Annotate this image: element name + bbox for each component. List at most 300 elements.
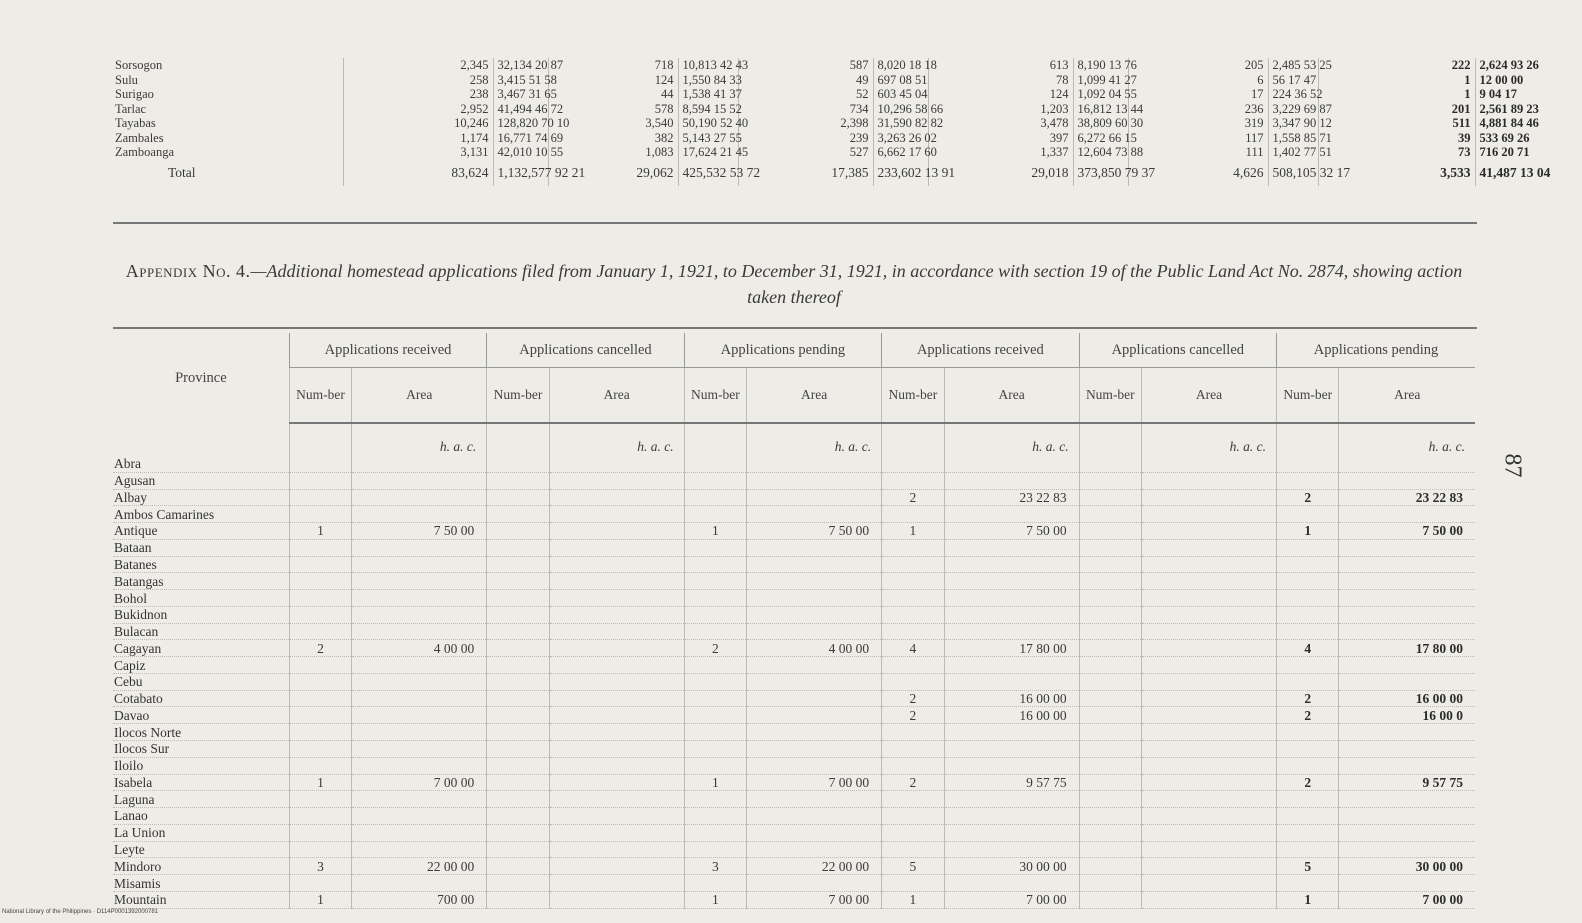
- appendix-label: Appendix No. 4.: [125, 261, 251, 281]
- area-cell: [1339, 673, 1475, 690]
- section-divider: [113, 222, 1477, 224]
- table-row: [113, 657, 1475, 674]
- area-cell: [352, 791, 487, 808]
- number-cell: [882, 724, 944, 741]
- area-cell: [352, 657, 487, 674]
- area-cell: [1142, 690, 1277, 707]
- area-units: h. a. c.: [944, 423, 1079, 456]
- table-row: [113, 472, 1475, 489]
- value-cell: 3,415 51 58: [493, 73, 548, 88]
- area-cell: [352, 506, 487, 523]
- number-cell: [1277, 757, 1339, 774]
- table-row: [113, 841, 1475, 858]
- area-header: Area: [944, 368, 1079, 424]
- area-cell: [549, 539, 684, 556]
- total-row: Total 83,624 1,132,577 92 21 29,062 425,532 53 72 17,385 233,602 13 91 29,018 373,850 79 37 4,626 508,105 32 17 3,533 41,487 13 04: [113, 160, 1475, 187]
- number-cell: [487, 707, 549, 724]
- area-cell: [352, 707, 487, 724]
- area-cell: [747, 808, 882, 825]
- number-cell: [1277, 606, 1339, 623]
- value-cell: 73: [1318, 145, 1475, 160]
- leader-cell: [278, 131, 343, 146]
- number-cell: [684, 875, 746, 892]
- area-cell: [944, 724, 1079, 741]
- table-row: [113, 808, 1475, 825]
- province-cell: Batangas: [113, 573, 289, 590]
- area-cell: 700 00: [352, 891, 487, 908]
- area-cell: [1142, 573, 1277, 590]
- number-cell: [882, 875, 944, 892]
- province-cell: Davao: [113, 707, 289, 724]
- group-header: Applications pending: [1277, 333, 1475, 368]
- area-cell: [549, 858, 684, 875]
- value-cell: 224 36 52: [1268, 87, 1318, 102]
- province-cell: Antique: [113, 523, 289, 540]
- area-cell: [944, 539, 1079, 556]
- value-cell: 128,820 70 10: [493, 116, 548, 131]
- area-cell: [747, 489, 882, 506]
- number-cell: [684, 489, 746, 506]
- number-cell: [684, 757, 746, 774]
- area-cell: [352, 556, 487, 573]
- number-cell: 4: [882, 640, 944, 657]
- area-cell: [1339, 556, 1475, 573]
- number-cell: [487, 539, 549, 556]
- number-cell: [1277, 623, 1339, 640]
- value-cell: 6: [1128, 73, 1268, 88]
- area-cell: [944, 808, 1079, 825]
- area-cell: 7 50 00: [944, 523, 1079, 540]
- area-cell: 4 00 00: [747, 640, 882, 657]
- area-cell: [747, 657, 882, 674]
- number-cell: [1079, 875, 1141, 892]
- number-cell: [1277, 791, 1339, 808]
- value-cell: 124: [548, 73, 678, 88]
- value-cell: 1,099 41 27: [1073, 73, 1128, 88]
- number-cell: [882, 824, 944, 841]
- number-cell: [487, 690, 549, 707]
- area-cell: 22 00 00: [747, 858, 882, 875]
- area-cell: [549, 489, 684, 506]
- value-cell: 201: [1318, 102, 1475, 117]
- table-row: [113, 556, 1475, 573]
- number-cell: [487, 724, 549, 741]
- value-cell: 2,485 53 25: [1268, 58, 1318, 73]
- value-cell: 31,590 82 82: [873, 116, 928, 131]
- area-cell: [549, 556, 684, 573]
- area-cell: [747, 841, 882, 858]
- area-cell: [549, 456, 684, 472]
- number-cell: [289, 590, 351, 607]
- area-cell: [944, 472, 1079, 489]
- area-cell: [747, 741, 882, 758]
- table-row: [113, 858, 1475, 875]
- value-cell: 205: [1128, 58, 1268, 73]
- number-cell: [1079, 724, 1141, 741]
- area-cell: [944, 506, 1079, 523]
- value-cell: 78: [928, 73, 1073, 88]
- area-cell: [1339, 741, 1475, 758]
- area-header: Area: [549, 368, 684, 424]
- area-cell: [352, 456, 487, 472]
- number-cell: [1079, 741, 1141, 758]
- number-cell: [289, 707, 351, 724]
- province-cell: Agusan: [113, 472, 289, 489]
- value-cell: 117: [1128, 131, 1268, 146]
- table-row: [113, 573, 1475, 590]
- value-cell: 12,604 73 88: [1073, 145, 1128, 160]
- area-cell: [1142, 590, 1277, 607]
- area-cell: [1339, 657, 1475, 674]
- table-row: [113, 673, 1475, 690]
- number-cell: [882, 841, 944, 858]
- homestead-applications-table: [113, 333, 1475, 909]
- area-cell: [549, 757, 684, 774]
- number-cell: [487, 573, 549, 590]
- area-cell: [1339, 573, 1475, 590]
- area-cell: [549, 741, 684, 758]
- number-header: Num-ber: [289, 368, 351, 424]
- number-cell: [487, 556, 549, 573]
- number-cell: 2: [882, 690, 944, 707]
- value-cell: 44: [548, 87, 678, 102]
- area-cell: [944, 673, 1079, 690]
- number-cell: [684, 556, 746, 573]
- area-cell: [1142, 456, 1277, 472]
- number-cell: [487, 657, 549, 674]
- province-cell: Isabela: [113, 774, 289, 791]
- number-cell: [882, 791, 944, 808]
- area-cell: [1339, 623, 1475, 640]
- value-cell: 1,083: [548, 145, 678, 160]
- province-cell: Zambales: [115, 130, 164, 145]
- value-cell: 8,020 18 18: [873, 58, 928, 73]
- leader-cell: [278, 102, 343, 117]
- area-units: h. a. c.: [747, 423, 882, 456]
- area-cell: [1142, 640, 1277, 657]
- number-cell: [1079, 489, 1141, 506]
- table-row: [113, 506, 1475, 523]
- number-cell: [882, 573, 944, 590]
- number-cell: [684, 673, 746, 690]
- total-label: Total: [168, 164, 196, 180]
- area-cell: [549, 774, 684, 791]
- appendix-title: [113, 258, 1475, 310]
- number-cell: [487, 623, 549, 640]
- table-row: [113, 456, 1475, 472]
- area-cell: [747, 590, 882, 607]
- area-cell: [747, 456, 882, 472]
- area-cell: [549, 891, 684, 908]
- province-cell: Batanes: [113, 556, 289, 573]
- area-cell: [549, 841, 684, 858]
- number-cell: [882, 623, 944, 640]
- total-value-cell: 1,132,577 92 21: [493, 160, 548, 187]
- value-cell: 8,190 13 76: [1073, 58, 1128, 73]
- number-cell: [289, 489, 351, 506]
- area-cell: [549, 590, 684, 607]
- number-header: Num-ber: [487, 368, 549, 424]
- value-cell: 39: [1318, 131, 1475, 146]
- number-cell: [289, 472, 351, 489]
- area-cell: [1339, 472, 1475, 489]
- number-cell: [1277, 841, 1339, 858]
- units-row: [113, 423, 1475, 456]
- summary-row: Zamboanga 3,131 42,010 10 55 1,083 17,624 21 45 527 6,662 17 60 1,337 12,604 73 88 111 1,402 77 51 73 716 20 71: [115, 145, 1530, 159]
- value-cell: 111: [1128, 145, 1268, 160]
- number-cell: 1: [289, 523, 351, 540]
- area-cell: [747, 606, 882, 623]
- area-cell: 17 80 00: [944, 640, 1079, 657]
- leader-cell: [278, 73, 343, 88]
- table-row: [113, 824, 1475, 841]
- area-cell: [944, 606, 1079, 623]
- number-cell: 3: [684, 858, 746, 875]
- area-cell: [549, 506, 684, 523]
- area-cell: [944, 875, 1079, 892]
- value-cell: 1,203: [928, 102, 1073, 117]
- number-cell: [289, 556, 351, 573]
- number-cell: [1277, 573, 1339, 590]
- province-cell: Mindoro: [113, 858, 289, 875]
- area-cell: [549, 808, 684, 825]
- number-cell: [1079, 891, 1141, 908]
- summary-table-section: [113, 58, 1551, 186]
- value-cell: 124: [928, 87, 1073, 102]
- number-cell: [1079, 556, 1141, 573]
- area-cell: [1142, 741, 1277, 758]
- number-cell: [487, 489, 549, 506]
- number-cell: [1079, 690, 1141, 707]
- value-cell: 587: [738, 58, 873, 73]
- value-cell: 16,771 74 69: [493, 131, 548, 146]
- summary-row: Sulu 258 3,415 51 58 124 1,550 84 33 49 697 08 51 78 1,099 41 27 6 56 17 47 1 12 00 00: [115, 72, 1524, 87]
- number-cell: [1079, 472, 1141, 489]
- value-cell: 41,494 46 72: [493, 102, 548, 117]
- number-cell: [289, 875, 351, 892]
- value-cell: 3,347 90 12: [1268, 116, 1318, 131]
- value-cell: 56 17 47: [1268, 73, 1318, 88]
- number-cell: 1: [882, 523, 944, 540]
- area-cell: [747, 875, 882, 892]
- area-cell: [549, 640, 684, 657]
- area-cell: [747, 824, 882, 841]
- number-cell: [1277, 472, 1339, 489]
- number-cell: [882, 506, 944, 523]
- value-cell: 238: [343, 87, 493, 102]
- number-cell: [289, 724, 351, 741]
- province-cell: Bulacan: [113, 623, 289, 640]
- number-cell: [684, 573, 746, 590]
- page-number: 87: [1499, 453, 1526, 478]
- number-cell: [1277, 741, 1339, 758]
- units-spacer: [684, 423, 746, 456]
- number-cell: [882, 673, 944, 690]
- leader-cell: [278, 116, 343, 131]
- area-cell: 16 00 00: [1339, 690, 1475, 707]
- province-cell: Sorsogon: [115, 58, 163, 72]
- value-cell: 10,296 58 66: [873, 102, 928, 117]
- value-cell: 32,134 20 87: [493, 58, 548, 73]
- area-cell: [352, 623, 487, 640]
- value-cell: 613: [928, 58, 1073, 73]
- area-cell: [944, 556, 1079, 573]
- number-cell: [1079, 623, 1141, 640]
- number-cell: [684, 623, 746, 640]
- area-cell: [747, 690, 882, 707]
- area-cell: [944, 657, 1079, 674]
- number-cell: 5: [882, 858, 944, 875]
- value-cell: 5,143 27 55: [678, 131, 738, 146]
- number-header: Num-ber: [684, 368, 746, 424]
- area-cell: [1339, 456, 1475, 472]
- area-cell: 7 00 00: [944, 891, 1079, 908]
- number-cell: [684, 506, 746, 523]
- area-cell: [1142, 841, 1277, 858]
- number-cell: [487, 808, 549, 825]
- number-cell: [1277, 673, 1339, 690]
- province-cell: Surigao: [115, 87, 154, 101]
- province-cell: Ilocos Sur: [113, 741, 289, 758]
- province-cell: Iloilo: [113, 757, 289, 774]
- number-cell: [289, 623, 351, 640]
- area-cell: [352, 808, 487, 825]
- number-cell: [1079, 808, 1141, 825]
- number-cell: [1079, 841, 1141, 858]
- number-cell: [684, 590, 746, 607]
- area-cell: [747, 724, 882, 741]
- number-cell: [684, 690, 746, 707]
- value-cell: 38,809 60 30: [1073, 116, 1128, 131]
- number-cell: [487, 741, 549, 758]
- summary-row: Surigao 238 3,467 31 65 44 1,538 41 37 52 603 45 04 124 1,092 04 55 17 224 36 52 1 9 04 17: [115, 87, 1517, 101]
- value-cell: 17: [1128, 87, 1268, 102]
- number-cell: [1079, 673, 1141, 690]
- number-cell: [882, 657, 944, 674]
- area-cell: [1142, 506, 1277, 523]
- area-cell: [1142, 875, 1277, 892]
- value-cell: 10,813 42 43: [678, 58, 738, 73]
- area-cell: [352, 489, 487, 506]
- area-cell: [944, 841, 1079, 858]
- number-cell: [1277, 808, 1339, 825]
- number-cell: [487, 456, 549, 472]
- area-cell: [352, 673, 487, 690]
- area-cell: [1142, 623, 1277, 640]
- area-cell: [1142, 724, 1277, 741]
- area-units: h. a. c.: [1339, 423, 1475, 456]
- area-cell: 30 00 00: [944, 858, 1079, 875]
- area-cell: [1142, 539, 1277, 556]
- number-cell: [1277, 724, 1339, 741]
- number-cell: 2: [684, 640, 746, 657]
- total-value-cell: 425,532 53 72: [678, 160, 738, 187]
- area-cell: [1339, 808, 1475, 825]
- number-cell: [487, 875, 549, 892]
- table-row: [113, 539, 1475, 556]
- province-cell: Tayabas: [115, 116, 156, 130]
- province-cell: Sulu: [115, 72, 138, 87]
- value-cell: 578: [548, 102, 678, 117]
- value-cell: 718: [548, 58, 678, 73]
- number-cell: [1079, 858, 1141, 875]
- number-cell: [487, 791, 549, 808]
- area-cell: 16 00 00: [944, 707, 1079, 724]
- number-cell: [882, 741, 944, 758]
- value-cell: 2,398: [738, 116, 873, 131]
- area-cell: [352, 724, 487, 741]
- number-cell: [684, 791, 746, 808]
- area-cell: [747, 791, 882, 808]
- number-cell: [289, 657, 351, 674]
- number-cell: [1079, 757, 1141, 774]
- area-header: Area: [1339, 368, 1475, 424]
- number-cell: [289, 673, 351, 690]
- area-cell: [352, 757, 487, 774]
- number-cell: [487, 673, 549, 690]
- province-cell: Tarlac: [115, 101, 147, 116]
- number-cell: [882, 757, 944, 774]
- table-row: [113, 606, 1475, 623]
- area-cell: 4 00 00: [352, 640, 487, 657]
- area-cell: [549, 724, 684, 741]
- area-cell: [549, 606, 684, 623]
- table-top-rule: [113, 327, 1477, 329]
- area-cell: [549, 573, 684, 590]
- area-cell: [1142, 673, 1277, 690]
- value-cell: 6,662 17 60: [873, 145, 928, 160]
- summary-table: [113, 58, 1551, 186]
- number-cell: [684, 472, 746, 489]
- table-row: [113, 774, 1475, 791]
- group-header: Applications cancelled: [487, 333, 684, 368]
- value-cell: 1,337: [928, 145, 1073, 160]
- number-cell: [289, 573, 351, 590]
- province-cell: Bohol: [113, 590, 289, 607]
- area-cell: [352, 573, 487, 590]
- area-cell: [352, 590, 487, 607]
- area-cell: [1142, 472, 1277, 489]
- number-cell: [1277, 875, 1339, 892]
- value-cell: 1: [1318, 73, 1475, 88]
- value-cell: 1,550 84 33: [678, 73, 738, 88]
- area-cell: [1339, 791, 1475, 808]
- value-cell: 222: [1318, 58, 1475, 73]
- number-cell: 2: [882, 774, 944, 791]
- number-cell: [1079, 824, 1141, 841]
- value-cell: 2,345: [343, 58, 493, 73]
- number-cell: [289, 808, 351, 825]
- units-spacer: [1079, 423, 1141, 456]
- area-cell: [944, 573, 1079, 590]
- value-cell: 49: [738, 73, 873, 88]
- area-cell: [549, 690, 684, 707]
- area-cell: [352, 539, 487, 556]
- area-cell: 7 00 00: [352, 774, 487, 791]
- number-cell: [882, 808, 944, 825]
- area-cell: [747, 539, 882, 556]
- number-cell: [487, 590, 549, 607]
- province-cell: Ambos Camarines: [113, 506, 289, 523]
- province-cell: Mountain: [113, 891, 289, 908]
- value-cell: 50,190 52 40: [678, 116, 738, 131]
- area-cell: 16 00 00: [944, 690, 1079, 707]
- group-header: Applications received: [882, 333, 1079, 368]
- leader-cell: [278, 145, 343, 160]
- province-cell: Zamboanga: [115, 145, 175, 159]
- units-spacer: [882, 423, 944, 456]
- area-cell: [1339, 875, 1475, 892]
